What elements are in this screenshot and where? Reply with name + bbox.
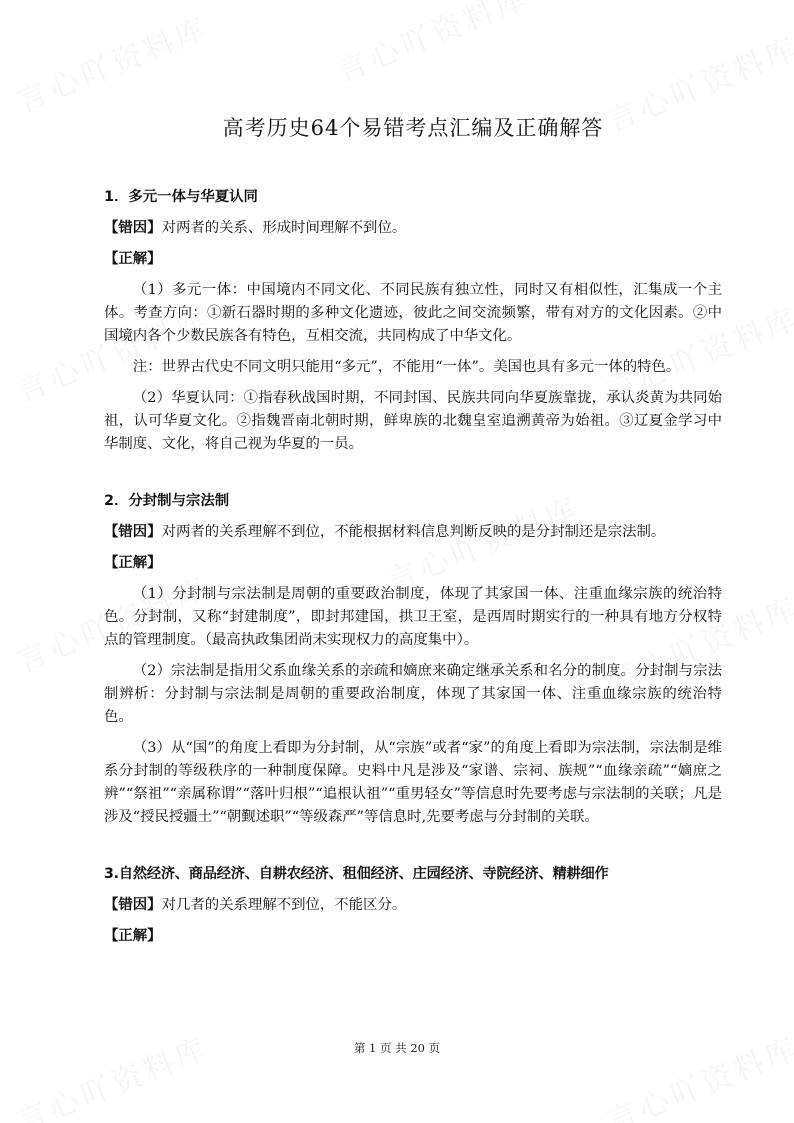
watermark	[599, 1023, 794, 1123]
document-title: 高考历史64个易错考点汇编及正确解答	[222, 116, 604, 140]
paragraph: （2）宗法制是指用父系血缘关系的亲疏和嫡庶来确定继承关系和名分的制度。分封制与宗法制辨析：分封制与宗法制是周朝的重要政治制度，体现了其家国一体、注重血缘宗族的统治特色。	[104, 663, 722, 725]
error-label: 【错因】	[104, 524, 162, 540]
paragraph: （1）分封制与宗法制是周朝的重要政治制度，体现了其家国一体、注重血缘宗族的统治特色。分封制，又称“封建制度”，即封邦建国，拱卫王室，是西周时期实行的一种具有地方分权特点的管理制度。（最高执政集团尚未实现权力的高度集中）。	[104, 586, 722, 648]
error-label: 【错因】	[104, 220, 162, 236]
watermark	[9, 1023, 215, 1123]
document-body	[104, 186, 722, 956]
error-cause	[104, 217, 722, 240]
paragraph: （1）多元一体：中国境内不同文化、不同民族有独立性，同时又有相似性，汇集成一个主体。考查方向：①新石器时期的多种文化遗迹，彼此之间交流频繁，带有对方的文化因素。②中国境内各个少数民族各有特色，互相交流，共同构成了中华文化。	[104, 282, 722, 344]
answer-label: 【正解】	[104, 251, 162, 267]
section-3	[104, 863, 722, 948]
paragraph: 注：世界古代史不同文明只能用“多元”，不能用“一体”。美国也具有多元一体的特色。	[132, 359, 681, 375]
section-heading: 1．多元一体与华夏认同	[104, 189, 258, 205]
answer-label-row	[104, 248, 722, 271]
error-text: 对两者的关系理解不到位，不能根据材料信息判断反映的是分封制还是宗法制。	[161, 524, 666, 540]
paragraph: （3）从“国”的角度上看即为分封制，从“宗族”或者“家”的角度上看即为宗法制，宗法制是维系分封制的等级秩序的一种制度保障。史料中凡是涉及“家谱、宗祠、族规”“血缘亲疏”“嫡庶之辨”“祭祖”“亲属称谓”“落叶归根”“追根认祖”“重男轻女”等信息时先要考虑与宗法制的关联；凡是涉及“授民授疆土”“朝觐述职”“等级森严”等信息时,先要考虑与分封制的关联。	[104, 740, 722, 825]
section-heading: 2．分封制与宗法制	[104, 493, 230, 509]
answer-label: 【正解】	[104, 555, 162, 571]
section-gap	[104, 464, 722, 490]
error-cause	[104, 894, 722, 917]
section-2	[104, 490, 722, 829]
error-cause	[104, 521, 722, 544]
watermark	[9, 3, 215, 120]
section-1	[104, 186, 722, 456]
watermark	[329, 0, 535, 91]
answer-label: 【正解】	[104, 928, 162, 944]
answer-label-row	[104, 552, 722, 575]
answer-label-row	[104, 925, 722, 948]
error-text: 对两者的关系、形成时间理解不到位。	[161, 220, 407, 236]
section-gap	[104, 837, 722, 863]
page-footer: 第 1 页 共 20 页	[353, 1041, 441, 1055]
error-text: 对几者的关系理解不到位，不能区分。	[161, 897, 407, 913]
section-heading: 3.自然经济、商品经济、自耕农经济、租佃经济、庄园经济、寺院经济、精耕细作	[104, 866, 609, 882]
paragraph: （2）华夏认同：①指春秋战国时期，不同封国、民族共同向华夏族靠拢，承认炎黄为共同始祖，认可华夏文化。②指魏晋南北朝时期，鲜卑族的北魏皇室追溯黄帝为始祖。③辽夏金学习中华制度、文化，将自己视为华夏的一员。	[104, 390, 722, 452]
error-label: 【错因】	[104, 897, 162, 913]
